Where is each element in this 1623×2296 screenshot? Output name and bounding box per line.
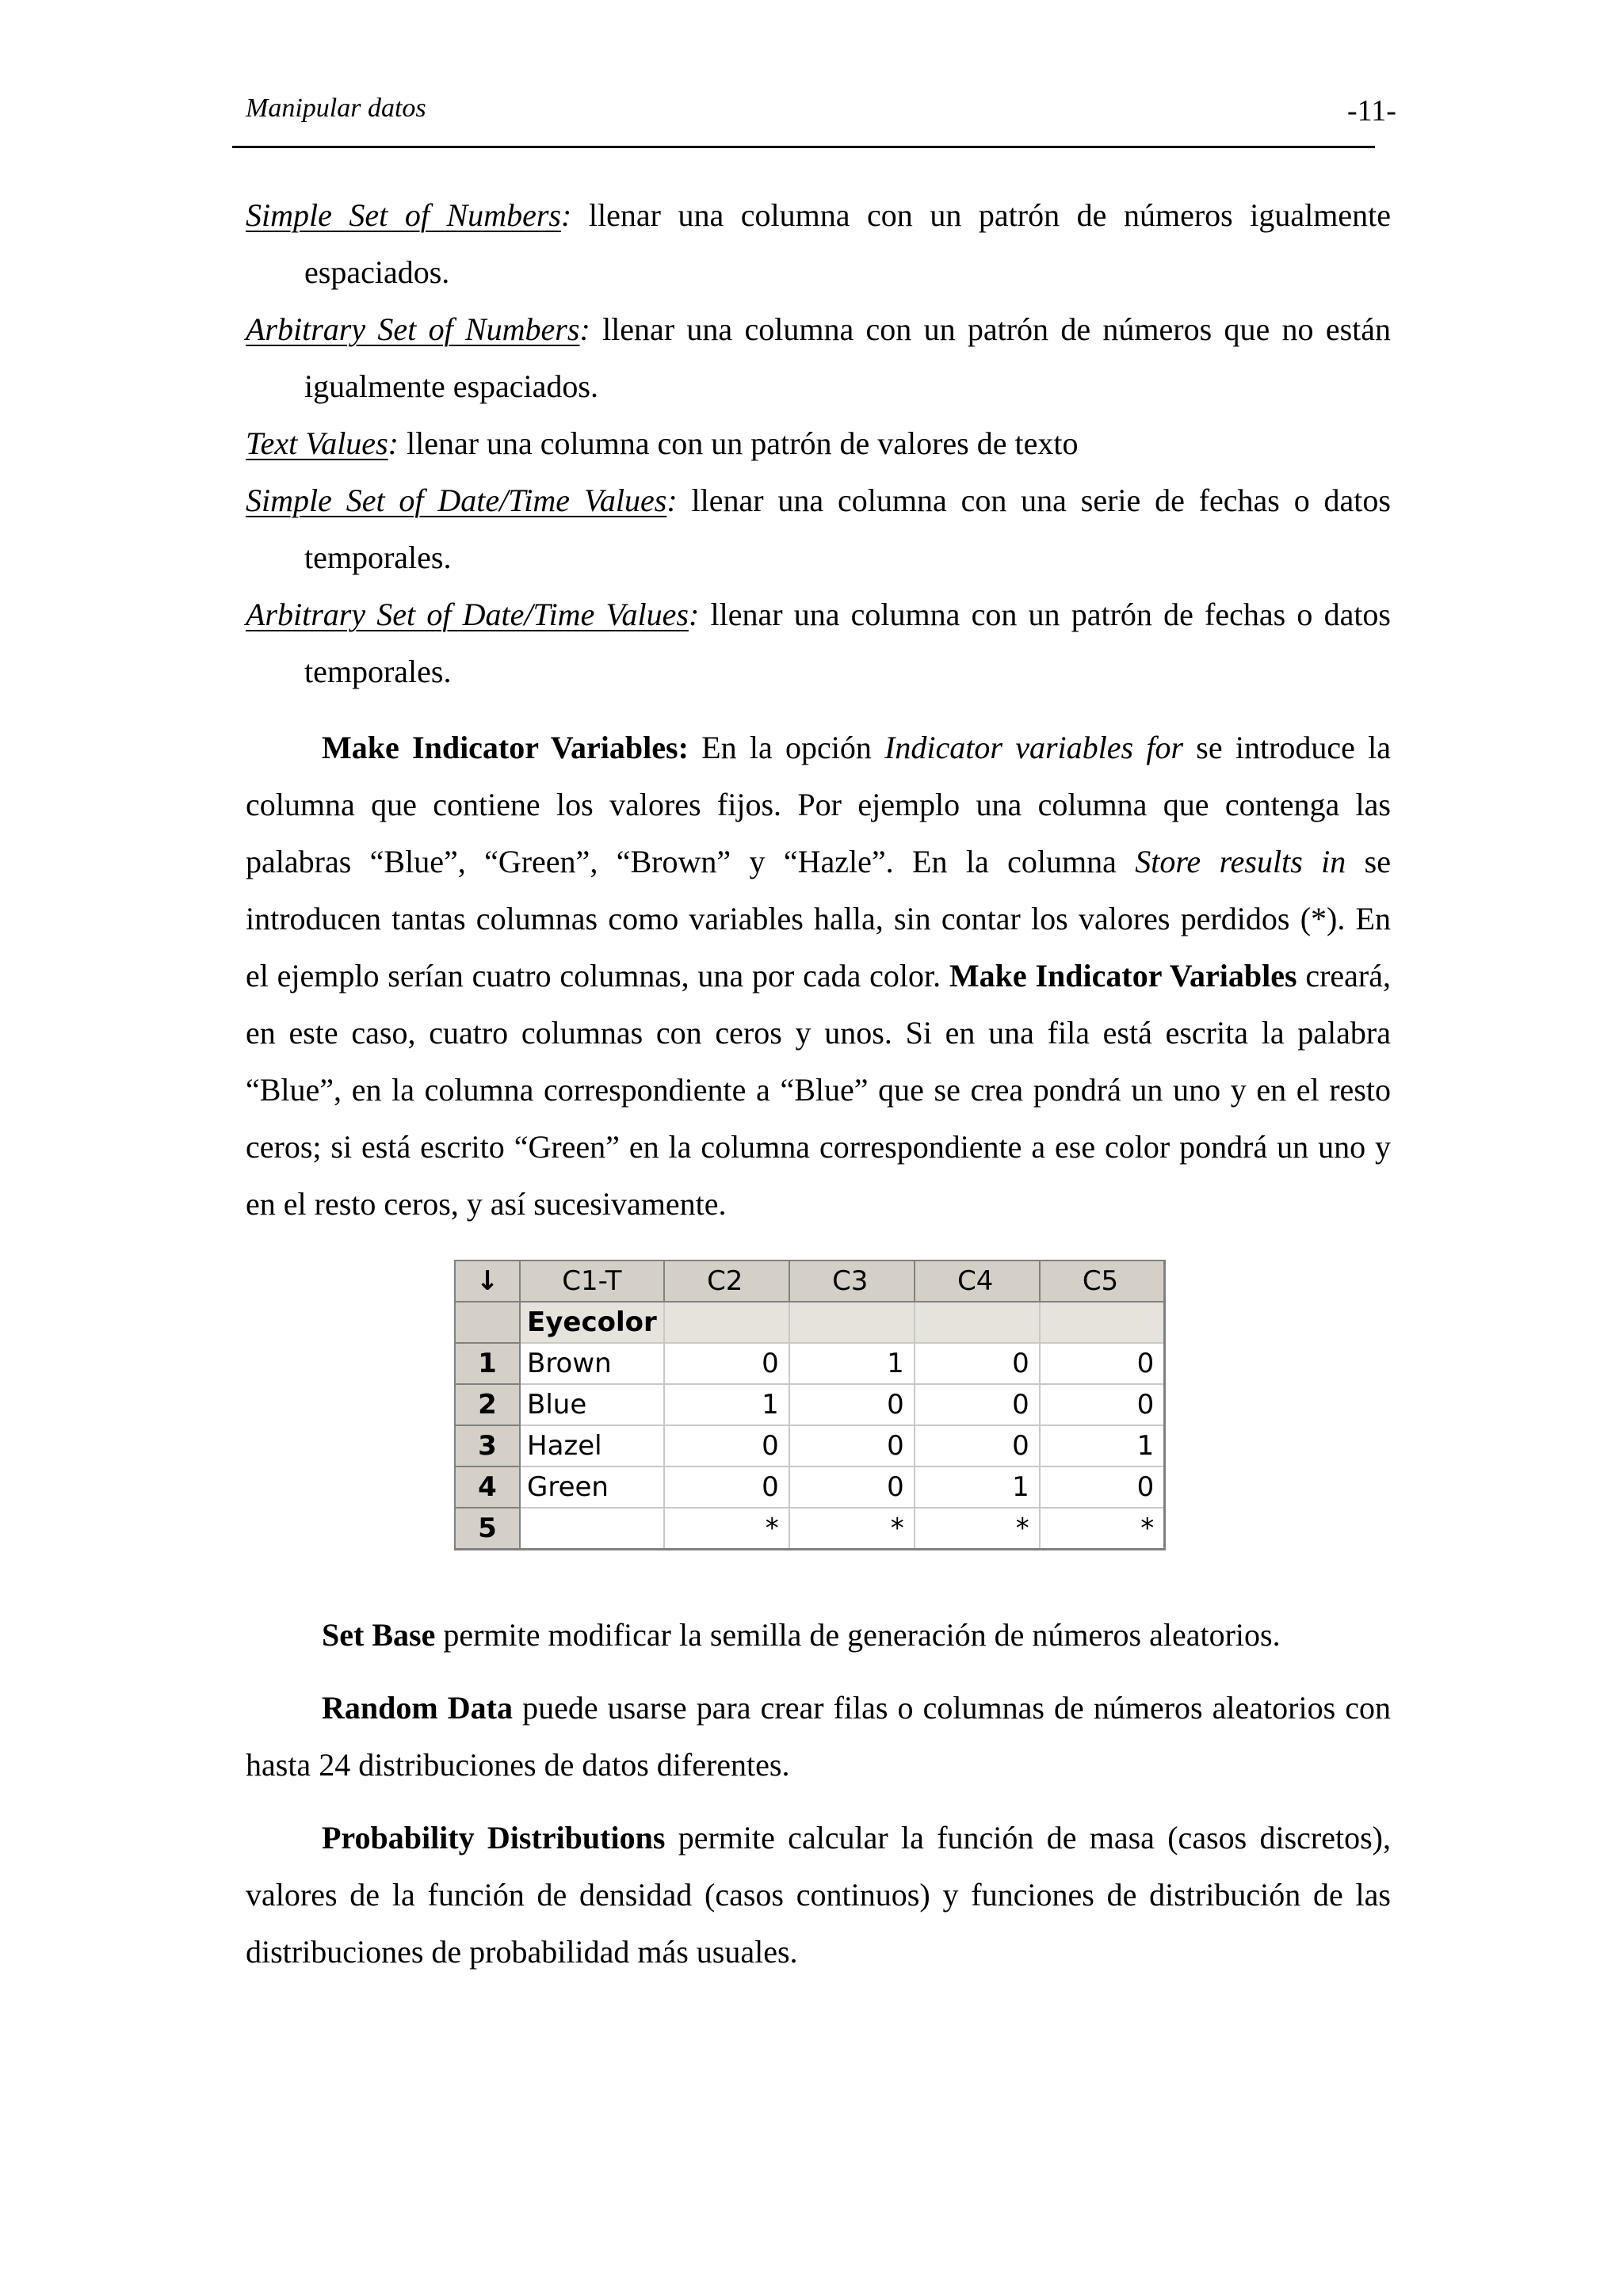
definition-text: llenar una columna con un patrón de números igualmente espaciados.: [304, 197, 1391, 290]
table-row: [455, 1508, 1165, 1549]
table-cell: 0: [915, 1425, 1040, 1466]
page-number: -11-: [1347, 94, 1396, 128]
table-cell: 0: [789, 1384, 915, 1425]
random-data-paragraph: Random Data puede usarse para crear filas o columnas de números aleatorios con hasta 24 distribuciones de datos diferentes.: [246, 1690, 1392, 1783]
table-cell: *: [664, 1508, 789, 1549]
row-number: 1: [455, 1343, 520, 1384]
corner-arrow-icon: ↓: [455, 1261, 520, 1302]
definition-text: llenar una columna con un patrón de números que no están igualmente espaciados.: [304, 311, 1392, 404]
table-cell: 0: [915, 1343, 1040, 1384]
table-cell: *: [915, 1508, 1040, 1549]
column-name-row: [455, 1302, 1165, 1343]
table-cell: 0: [664, 1425, 789, 1466]
table-cell: 0: [789, 1466, 915, 1508]
table-row: [455, 1384, 1165, 1425]
table-cell: *: [1040, 1508, 1165, 1549]
row-number: 2: [455, 1384, 520, 1425]
definition-text: llenar una columna con un patrón de valores de texto: [398, 425, 1079, 461]
column-header: C4: [915, 1261, 1040, 1302]
column-header: C3: [789, 1261, 915, 1302]
column-name: Eyecolor: [520, 1302, 664, 1343]
definition-term: Simple Set of Date/Time Values: [246, 482, 667, 518]
definition-item: Arbitrary Set of Date/Time Values: llenar una columna con un patrón de fechas o datos temporales.: [246, 597, 1391, 689]
table-cell: 0: [1040, 1343, 1165, 1384]
table-cell: Green: [520, 1466, 664, 1508]
definition-text: llenar una columna con una serie de fechas o datos temporales.: [304, 482, 1391, 575]
definition-item: Simple Set of Date/Time Values: llenar una columna con una serie de fechas o datos temporales.: [246, 482, 1391, 575]
table-cell: Blue: [520, 1384, 664, 1425]
column-header-row: [455, 1261, 1165, 1302]
table-cell: Brown: [520, 1343, 664, 1384]
table-cell: 0: [1040, 1466, 1165, 1508]
definition-term: Arbitrary Set of Numbers: [246, 311, 580, 347]
table-cell: [520, 1508, 664, 1549]
table-row: [455, 1343, 1165, 1384]
column-header: C2: [664, 1261, 789, 1302]
table-cell: 0: [1040, 1384, 1165, 1425]
row-number: 3: [455, 1425, 520, 1466]
definition-term: Arbitrary Set of Date/Time Values: [246, 597, 689, 632]
column-header: C5: [1040, 1261, 1165, 1302]
row-number: 5: [455, 1508, 520, 1549]
definition-item: Arbitrary Set of Numbers: llenar una columna con un patrón de números que no están igualmente espaciados.: [246, 311, 1392, 404]
table-cell: 1: [664, 1384, 789, 1425]
table-cell: 0: [789, 1425, 915, 1466]
definition-term: Text Values: [246, 425, 388, 461]
table-cell: 1: [1040, 1425, 1165, 1466]
table-row: [455, 1466, 1165, 1508]
table-cell: 0: [664, 1343, 789, 1384]
table-cell: 1: [915, 1466, 1040, 1508]
definition-term: Simple Set of Numbers: [246, 197, 561, 233]
probability-distributions-paragraph: Probability Distributions permite calcular la función de masa (casos discretos), valores de la función de densidad (casos continuos) y funciones de distribución de las distribuciones de probabilidad más usuales.: [246, 1820, 1392, 1970]
header-divider: [232, 146, 1375, 148]
definition-text: llenar una columna con un patrón de fechas o datos temporales.: [304, 597, 1391, 689]
section-title: Manipular datos: [246, 93, 426, 123]
table-cell: 1: [789, 1343, 915, 1384]
worksheet-table: [454, 1260, 1166, 1550]
definition-item: Simple Set of Numbers: llenar una columna con un patrón de números igualmente espaciados.: [246, 197, 1391, 290]
definitions-list: [246, 187, 1391, 700]
set-base-paragraph: Set Base permite modificar la semilla de generación de números aleatorios.: [322, 1617, 1281, 1653]
definition-item: Text Values: llenar una columna con un patrón de valores de texto: [246, 425, 1079, 461]
table-cell: *: [789, 1508, 915, 1549]
table-cell: 0: [915, 1384, 1040, 1425]
worksheet-screenshot: [454, 1260, 1166, 1550]
row-number: 4: [455, 1466, 520, 1508]
table-cell: Hazel: [520, 1425, 664, 1466]
table-row: [455, 1425, 1165, 1466]
column-header: C1-T: [520, 1261, 664, 1302]
make-indicator-paragraph: Make Indicator Variables: En la opción Indicator variables for se introduce la columna que contiene los valores fijos. Por ejemplo una columna que contenga las palabras “Blue”, “Green”, “Brown” y “Hazle”. En la columna Store results in se introducen tantas columnas como variables halla, sin contar los valores perdidos (*). En el ejemplo serían cuatro columnas, una por cada color. Make Indicator Variables creará, en este caso, cuatro columnas con ceros y unos. Si en una fila está escrita la palabra “Blue”, en la columna correspondiente a “Blue” que se crea pondrá un uno y en el resto ceros; si está escrito “Green” en la columna correspondiente a ese color pondrá un uno y en el resto ceros, y así sucesivamente.: [246, 730, 1392, 1222]
table-cell: 0: [664, 1466, 789, 1508]
